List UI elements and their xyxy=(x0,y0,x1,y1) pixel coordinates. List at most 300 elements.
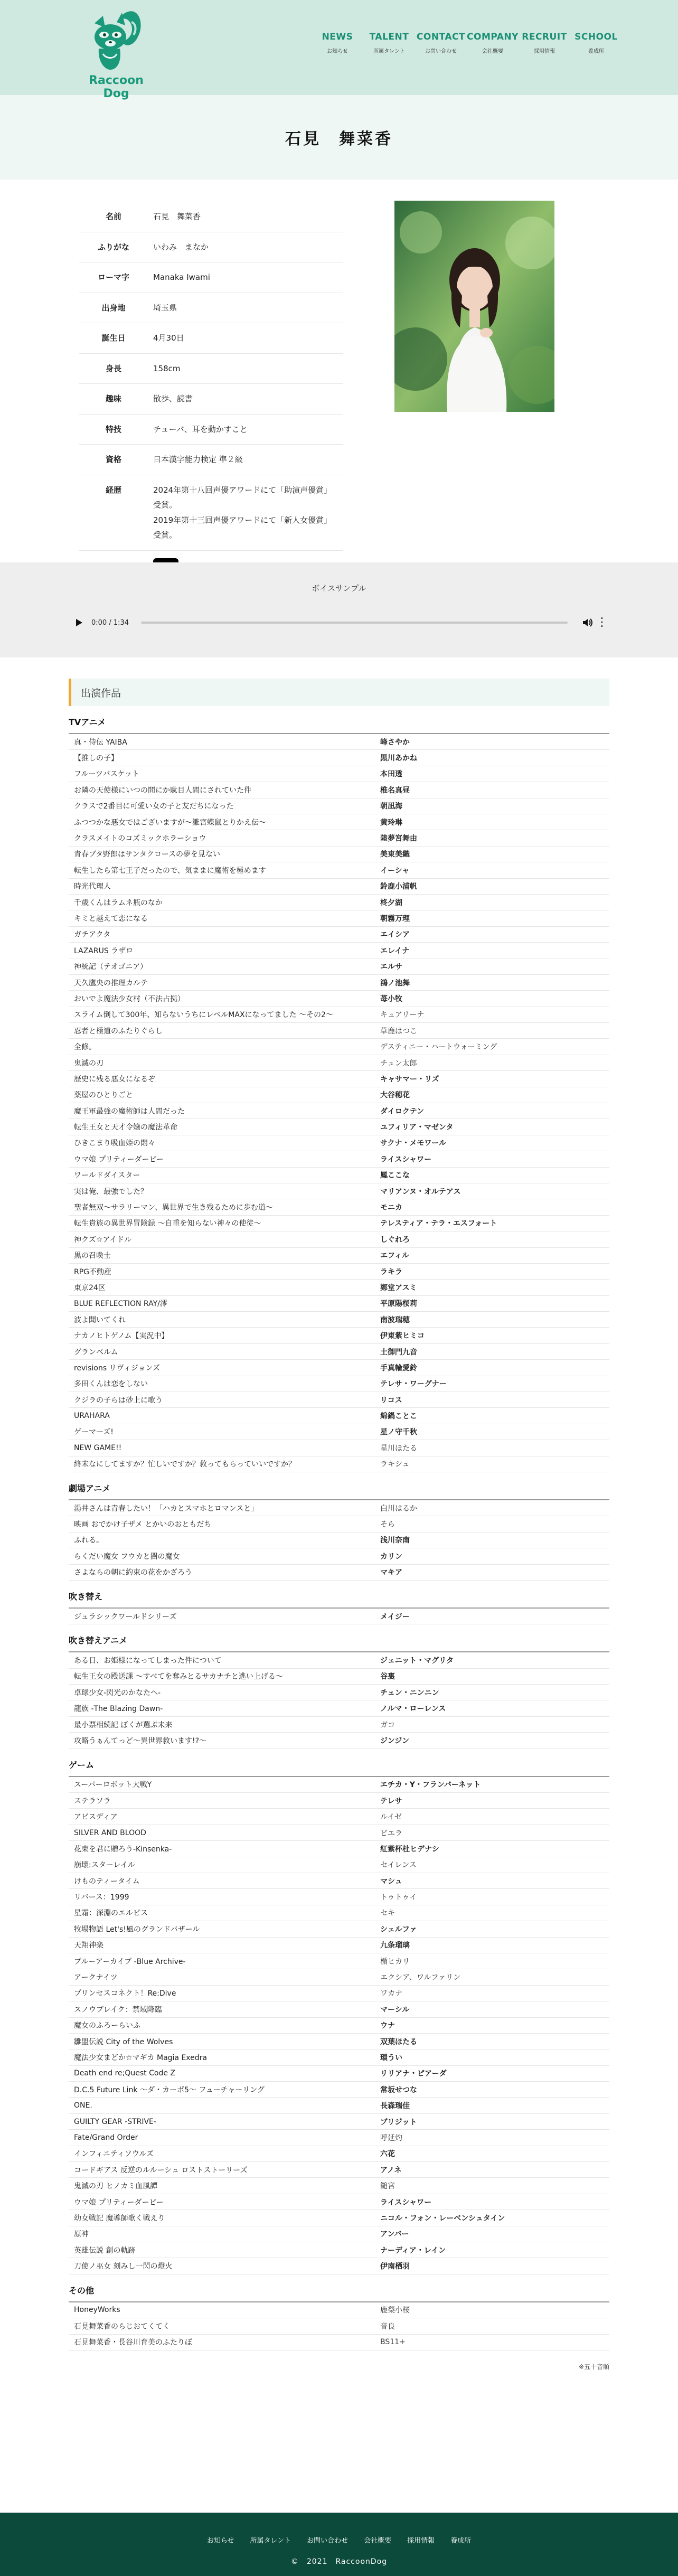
work-title: 天翔神楽 xyxy=(74,1941,103,1950)
page-title: 石見 舞菜香 xyxy=(285,130,393,148)
work-title: プリンセスコネクト！Re:Dive xyxy=(74,1989,176,1998)
work-row xyxy=(69,1516,609,1532)
footer-link-talent[interactable]: 所属タレント xyxy=(250,2537,291,2545)
profile-key: 誕生日 xyxy=(79,323,148,354)
work-row xyxy=(69,1119,609,1135)
work-row xyxy=(69,2258,609,2274)
profile-key: 名前 xyxy=(79,202,148,232)
work-title: キミと越えて恋になる xyxy=(74,914,148,923)
profile-row xyxy=(79,323,343,354)
work-row xyxy=(69,2318,609,2334)
work-role: リコス xyxy=(380,1396,402,1405)
work-title: HoneyWorks xyxy=(74,2306,120,2315)
work-role: リリアナ・ピアーダ xyxy=(380,2070,447,2079)
work-role: 常坂せつな xyxy=(380,2085,417,2094)
work-role: 美東美織 xyxy=(380,850,410,859)
work-row xyxy=(69,1360,609,1376)
work-row xyxy=(69,1889,609,1905)
work-title: ナカノヒトゲノム【実況中】 xyxy=(74,1332,169,1341)
profile-key: 経歴 xyxy=(79,475,148,550)
audio-progress-bar[interactable] xyxy=(141,622,568,624)
work-role: ブリジット xyxy=(380,2118,417,2127)
work-title: リバース：1999 xyxy=(74,1893,129,1902)
work-title: クジラの子らは砂上に歌う xyxy=(74,1396,163,1405)
work-role: 双葉ほたる xyxy=(380,2037,417,2046)
work-role: 柊夕湖 xyxy=(380,898,402,907)
work-title: インフィニティソウルズ xyxy=(74,2150,154,2159)
profile-value: 日本漢字能力検定 準２級 xyxy=(148,445,343,475)
logo[interactable] xyxy=(77,4,156,100)
profile-value: 埼玉県 xyxy=(148,293,343,323)
work-row xyxy=(69,1280,609,1295)
profile-section xyxy=(0,180,678,562)
work-title: ステラソラ xyxy=(74,1797,111,1806)
work-role: 平原陽桜莉 xyxy=(380,1300,417,1309)
work-title: 天久鷹央の推理カルテ xyxy=(74,979,148,988)
work-title: 魔法少女まどか☆マギカ Magia Exedra xyxy=(74,2053,207,2062)
work-row xyxy=(69,798,609,814)
profile-key: ローマ字 xyxy=(79,262,148,293)
work-title: アークナイツ xyxy=(74,1973,118,1982)
work-role: ライスシャワー xyxy=(380,2198,432,2207)
work-title: 刀使ノ巫女 刻みし一閃の燈火 xyxy=(74,2262,173,2271)
work-role: 鴻ノ池舞 xyxy=(380,979,410,988)
work-title: 転生王女と天才令嬢の魔法革命 xyxy=(74,1123,177,1132)
work-role: 黄玲琳 xyxy=(380,818,402,827)
work-row xyxy=(69,1777,609,1793)
work-row xyxy=(69,2146,609,2162)
footer-link-school[interactable]: 養成所 xyxy=(450,2537,472,2545)
work-role: 草鹿はつこ xyxy=(380,1027,417,1036)
profile-row xyxy=(79,293,343,323)
work-title: 千歳くんはラムネ瓶のなか xyxy=(74,898,163,907)
footer-link-contact[interactable]: お問い合わせ xyxy=(307,2537,349,2545)
work-role: モニカ xyxy=(380,1204,402,1212)
work-row xyxy=(69,766,609,782)
site-footer xyxy=(0,2513,678,2576)
work-role: シェルファ xyxy=(380,1925,417,1934)
work-title: revisions リヴィジョンズ xyxy=(74,1364,161,1372)
work-title: 青春ブタ野郎はサンタクロースの夢を見ない xyxy=(74,850,221,859)
work-role: 朝霧万理 xyxy=(380,914,410,923)
work-title: 波よ聞いてくれ xyxy=(74,1315,126,1324)
work-title: 真・侍伝 YAIBA xyxy=(74,738,127,747)
work-title: D.C.5 Future Link 〜ダ・カーポ5〜 フューチャーリング xyxy=(74,2085,265,2094)
work-role: 大谷穂花 xyxy=(380,1091,410,1100)
work-row xyxy=(69,1440,609,1456)
work-role: 星ノ守千秋 xyxy=(380,1428,417,1437)
footer-link-company[interactable]: 会社概要 xyxy=(364,2537,392,2545)
work-row xyxy=(69,2098,609,2113)
work-row xyxy=(69,2049,609,2065)
works-section xyxy=(0,679,678,2371)
work-row xyxy=(69,1344,609,1360)
work-title: 東京24区 xyxy=(74,1283,106,1292)
work-title: GUILTY GEAR -STRIVE- xyxy=(74,2117,156,2126)
work-row xyxy=(69,1248,609,1264)
work-row xyxy=(69,1151,609,1167)
work-row xyxy=(69,1986,609,2001)
work-title: 終末なにしてますか？忙しいですか？救ってもらっていいですか？ xyxy=(74,1460,296,1469)
work-row xyxy=(69,2034,609,2049)
work-row xyxy=(69,1548,609,1564)
work-role: ニコル・フォン・レーベンシュタイン xyxy=(380,2214,505,2223)
nav-label: COMPANY xyxy=(467,32,519,42)
work-role: セイレンス xyxy=(380,1861,417,1870)
work-role: エクシア、ワルファリン xyxy=(380,1973,461,1982)
work-title: 最小票相続記 ぼくが選ぶ未来 xyxy=(74,1721,173,1729)
works-category: ゲーム xyxy=(69,1749,609,1777)
work-role: ノルマ・ローレンス xyxy=(380,1705,446,1714)
profile-row xyxy=(79,475,343,550)
work-row xyxy=(69,895,609,910)
work-role: チェン・ニンニン xyxy=(380,1688,439,1697)
work-row xyxy=(69,1652,609,1668)
work-title: 全修。 xyxy=(74,1043,96,1052)
profile-row xyxy=(79,232,343,262)
work-row xyxy=(69,2335,609,2351)
work-role: エレイナ xyxy=(380,946,410,955)
work-title: 実は俺、最強でした？ xyxy=(74,1187,148,1196)
work-title: 石見舞菜香・長谷川育美のふたりぼ xyxy=(74,2338,192,2347)
work-row xyxy=(69,1733,609,1748)
profile-row xyxy=(79,262,343,293)
work-title: お隣の天使様にいつの間にか駄目人間にされていた件 xyxy=(74,786,251,795)
work-row xyxy=(69,1264,609,1280)
work-title: ゲーマーズ! xyxy=(74,1428,114,1437)
work-title: 龍族 -The Blazing Dawn- xyxy=(74,1705,163,1714)
work-row xyxy=(69,1216,609,1231)
nav-school[interactable] xyxy=(570,32,622,54)
volume-icon[interactable] xyxy=(578,618,596,627)
work-row xyxy=(69,1857,609,1873)
work-row xyxy=(69,2226,609,2242)
profile-value: 158cm xyxy=(148,353,343,384)
work-row xyxy=(69,1685,609,1700)
work-role: エイシア xyxy=(380,930,410,939)
work-row xyxy=(69,1039,609,1055)
work-role: キュアリーナ xyxy=(380,1011,425,1020)
work-title: 雛盟伝説 City of the Wolves xyxy=(74,2037,173,2046)
work-title: 多田くんは恋をしない xyxy=(74,1380,148,1389)
work-title: クラスメイトのコズミックホラーショウ xyxy=(74,834,206,843)
work-row xyxy=(69,1296,609,1312)
work-title: けものティータイム xyxy=(74,1877,140,1886)
footer-link-recruit[interactable]: 採用情報 xyxy=(407,2537,435,2545)
profile-key: 趣味 xyxy=(79,384,148,415)
work-row xyxy=(69,910,609,926)
voice-sample-section xyxy=(0,562,678,657)
work-row xyxy=(69,862,609,878)
work-row xyxy=(69,2082,609,2098)
career-line: 2024年第十八回声優アワードにて「助演声優賞」受賞。 xyxy=(153,485,332,510)
work-row xyxy=(69,879,609,895)
nav-company[interactable] xyxy=(467,32,519,54)
work-row xyxy=(69,1103,609,1119)
work-row xyxy=(69,1841,609,1857)
work-row xyxy=(69,975,609,991)
work-title: Fate/Grand Order xyxy=(74,2133,138,2142)
work-role: 鳳ここな xyxy=(380,1171,410,1180)
profile-key: 身長 xyxy=(79,353,148,384)
work-row xyxy=(69,1376,609,1392)
work-role: キャサマー・リズ xyxy=(380,1075,439,1084)
works-category: 吹き替えアニメ xyxy=(69,1624,609,1652)
work-role: マキア xyxy=(380,1568,402,1577)
work-role: エフィル xyxy=(380,1252,409,1261)
work-title: SILVER AND BLOOD xyxy=(74,1828,146,1837)
nav-label: TALENT xyxy=(369,32,409,42)
nav-sublabel: 採用情報 xyxy=(534,49,555,54)
work-role: ルイゼ xyxy=(380,1813,402,1822)
work-row xyxy=(69,1500,609,1516)
work-role: 鄭堂アスミ xyxy=(380,1283,417,1292)
work-title: スーパーロボット大戦Y xyxy=(74,1781,152,1790)
work-title: 英雄伝説 創の軌跡 xyxy=(74,2246,136,2255)
work-title: ふれる。 xyxy=(74,1536,103,1545)
nav-news[interactable] xyxy=(312,32,363,54)
profile-row xyxy=(79,445,343,475)
work-role: エルサ xyxy=(380,963,402,972)
profile-value: 散歩、読書 xyxy=(148,384,343,415)
work-row xyxy=(69,2162,609,2178)
work-row xyxy=(69,1408,609,1424)
works-heading: 出演作品 xyxy=(69,679,609,706)
work-title: ガチアクタ xyxy=(74,930,111,939)
profile-key: 出身地 xyxy=(79,293,148,323)
work-role: 峰さやか xyxy=(380,738,410,747)
work-title: ワールドダイスター xyxy=(74,1171,140,1180)
work-role: 朝凪海 xyxy=(380,802,402,811)
profile-key: 特技 xyxy=(79,414,148,445)
career-line: 2019年第十三回声優アワードにて「新人女優賞」受賞。 xyxy=(153,515,332,540)
work-row xyxy=(69,2242,609,2258)
work-title: 魔女のふろーらいふ xyxy=(74,2022,140,2030)
work-title: 幼女戦記 魔導師歌く戦えり xyxy=(74,2214,165,2223)
work-role: 浅川奈南 xyxy=(380,1536,410,1545)
work-row xyxy=(69,1456,609,1472)
works-note: ※五十音順 xyxy=(578,2363,609,2371)
work-role: 伊東紫ヒミコ xyxy=(380,1332,425,1341)
work-title: 忍者と極道のふたりぐらし xyxy=(74,1027,163,1036)
work-row xyxy=(69,2178,609,2194)
footer-link-news[interactable]: お知らせ xyxy=(206,2537,234,2545)
work-role: 土御門九音 xyxy=(380,1348,417,1357)
work-row xyxy=(69,2210,609,2226)
work-row xyxy=(69,1953,609,1969)
work-title: ブルーアーカイブ -Blue Archive- xyxy=(74,1957,186,1966)
audio-time: 0:00 / 1:34 xyxy=(91,618,129,627)
nav-talent[interactable] xyxy=(363,32,415,54)
work-title: NEW GAME!! xyxy=(74,1443,122,1452)
work-row xyxy=(69,1023,609,1039)
profile-value: 4月30日 xyxy=(148,323,343,354)
work-row xyxy=(69,943,609,958)
logo-text: Raccoon Dog xyxy=(89,74,144,100)
work-title: 石見舞菜香のらじおてくてく xyxy=(74,2322,170,2331)
nav-contact[interactable] xyxy=(415,32,467,54)
speaker-glyph xyxy=(582,618,592,627)
work-row xyxy=(69,2302,609,2318)
work-title: ある日、お姫様になってしまった件について xyxy=(74,1657,222,1665)
work-title: 転生貴族の異世界冒険録 〜自重を知らない神々の使徒〜 xyxy=(74,1219,261,1228)
work-role: 九条瑠璃 xyxy=(380,1941,410,1950)
nav-label: NEWS xyxy=(322,32,353,42)
profile-value xyxy=(148,475,343,550)
work-row xyxy=(69,1424,609,1440)
copyright: © 2021 RaccoonDog xyxy=(290,2558,388,2566)
nav-label: SCHOOL xyxy=(575,32,618,42)
work-role: ウナ xyxy=(380,2022,395,2030)
work-role: ナーディア・レイン xyxy=(380,2246,446,2255)
work-role: ワカナ xyxy=(380,1989,402,1998)
work-role: 長森瑞佳 xyxy=(380,2102,410,2111)
work-row xyxy=(69,1969,609,1985)
work-row xyxy=(69,1793,609,1809)
work-title: クラスで2番目に可愛い女の子と友だちになった xyxy=(74,802,234,811)
nav-recruit[interactable] xyxy=(519,32,570,54)
work-row xyxy=(69,1183,609,1199)
work-row xyxy=(69,782,609,798)
work-role: ビエラ xyxy=(380,1829,402,1838)
work-title: 鬼滅の刃 ヒノカミ血風譚 xyxy=(74,2182,158,2191)
work-row xyxy=(69,847,609,862)
work-row xyxy=(69,991,609,1007)
work-row xyxy=(69,1135,609,1151)
main-nav xyxy=(312,32,622,54)
work-role: 鎚宮 xyxy=(380,2182,395,2191)
work-role: ラキラ xyxy=(380,1267,402,1276)
work-title: URAHARA xyxy=(74,1412,110,1421)
work-role: 本田透 xyxy=(380,770,402,779)
work-title: 神クズ☆アイドル xyxy=(74,1235,132,1244)
work-title: 鬼滅の刃 xyxy=(74,1059,103,1068)
work-role: 南波瑞穂 xyxy=(380,1315,410,1324)
work-role: アノネ xyxy=(380,2166,402,2175)
work-title: フルーツバスケット xyxy=(74,770,139,779)
work-title: スノウブレイク：禁域降臨 xyxy=(74,2005,162,2014)
work-role: ジンジン xyxy=(380,1736,409,1745)
profile-key: 資格 xyxy=(79,445,148,475)
work-title: 星霜：深淵のエルピス xyxy=(74,1909,148,1918)
work-row xyxy=(69,814,609,830)
work-title: ウマ娘 プリティーダービー xyxy=(74,2198,164,2207)
work-title: 歴史に残る悪女になるぞ xyxy=(74,1075,155,1084)
more-options-icon[interactable]: ⋮ xyxy=(596,616,608,629)
work-title: グランベルム xyxy=(74,1348,118,1357)
profile-row xyxy=(79,384,343,415)
work-title: さよならの朝に約束の花をかざろう xyxy=(74,1568,192,1577)
work-role: ガコ xyxy=(380,1721,395,1729)
work-role: トゥトゥイ xyxy=(380,1893,417,1902)
work-role: サクナ・メモワール xyxy=(380,1139,447,1148)
work-role: 紅紫杯杜ヒデナシ xyxy=(380,1845,439,1854)
work-row xyxy=(69,1087,609,1103)
voice-sample-title: ボイスサンプル xyxy=(312,584,366,593)
work-role: ダイロクテン xyxy=(380,1107,425,1116)
work-role: 伊南栖羽 xyxy=(380,2262,410,2271)
work-role: 音良 xyxy=(380,2322,395,2331)
work-row xyxy=(69,1825,609,1841)
work-row xyxy=(69,1328,609,1343)
works-category: その他 xyxy=(69,2274,609,2302)
work-title: 薬屋のひとりごと xyxy=(74,1091,133,1100)
work-row xyxy=(69,1533,609,1548)
work-role: 椎名真昼 xyxy=(380,786,410,795)
profile-table xyxy=(79,202,343,596)
profile-value: Manaka Iwami xyxy=(148,262,343,293)
work-row xyxy=(69,2066,609,2082)
work-role: 鹿梨小桜 xyxy=(380,2306,410,2315)
work-row xyxy=(69,2114,609,2130)
work-title: LAZARUS ラザロ xyxy=(74,946,134,955)
work-role: テレサ・ワーグナー xyxy=(380,1380,447,1389)
work-role: 黒川あかね xyxy=(380,754,417,763)
works-category: 吹き替え xyxy=(69,1581,609,1609)
work-row xyxy=(69,1199,609,1215)
work-title: 牧場物語 Let's!風のグランドバザール xyxy=(74,1925,200,1934)
audio-player xyxy=(71,608,607,637)
work-title: 魔王軍最強の魔術師は人間だった xyxy=(74,1107,185,1116)
footer-nav xyxy=(0,2535,678,2545)
work-role: 呼延灼 xyxy=(380,2133,402,2142)
work-row xyxy=(69,2130,609,2146)
play-icon[interactable] xyxy=(71,615,87,631)
work-role: セキ xyxy=(380,1909,395,1918)
profile-value: いわみ まなか xyxy=(148,232,343,262)
work-role: エチカ・Y・フランバーネット xyxy=(380,1781,481,1790)
work-title: ジュラシックワールドシリーズ xyxy=(74,1612,177,1621)
play-triangle xyxy=(76,618,83,627)
work-role: 楯ヒカリ xyxy=(380,1957,410,1966)
work-title: BLUE REFLECTION RAY/澪 xyxy=(74,1300,167,1309)
work-row xyxy=(69,1168,609,1183)
profile-row xyxy=(79,202,343,232)
work-title: 時光代理人 xyxy=(74,882,111,891)
talent-portrait-image xyxy=(394,201,554,412)
works-category: 劇場アニメ xyxy=(69,1472,609,1500)
work-title: ONE. xyxy=(74,2101,92,2110)
work-row xyxy=(69,1071,609,1087)
work-role: 陸夢宮舞由 xyxy=(380,834,417,843)
works-list xyxy=(69,706,609,2371)
work-row xyxy=(69,2001,609,2017)
work-row xyxy=(69,1717,609,1733)
title-band xyxy=(0,95,678,180)
work-row xyxy=(69,1055,609,1071)
work-role: カリン xyxy=(380,1552,402,1561)
work-title: 花束を君に贈ろう-Kinsenka- xyxy=(74,1845,172,1854)
work-title: 映画 おでかけ子ザメ とかいのおともだち xyxy=(74,1520,212,1529)
nav-sublabel: 養成所 xyxy=(588,49,604,54)
site-header xyxy=(0,0,678,100)
work-role: メイジー xyxy=(380,1612,410,1621)
work-row xyxy=(69,1921,609,1937)
work-role: 綿鍋ことこ xyxy=(380,1412,417,1421)
work-title: 黒の召喚士 xyxy=(74,1252,111,1261)
work-title: 原神 xyxy=(74,2230,89,2239)
work-role: 環うい xyxy=(380,2053,402,2062)
nav-label: CONTACT xyxy=(416,32,466,42)
work-title: 聖者無双〜サラリーマン、異世界で生き残るために歩む道〜 xyxy=(74,1204,273,1212)
work-title: Death end re;Quest Code Z xyxy=(74,2069,176,2078)
work-row xyxy=(69,958,609,974)
nav-sublabel: お問い合わせ xyxy=(425,49,457,54)
work-role: テレスティア・テラ・エスフォート xyxy=(380,1219,497,1228)
work-role: ジェニット・マグリタ xyxy=(380,1657,454,1665)
work-role: BS11+ xyxy=(380,2338,406,2347)
work-role: マーシル xyxy=(380,2005,410,2014)
